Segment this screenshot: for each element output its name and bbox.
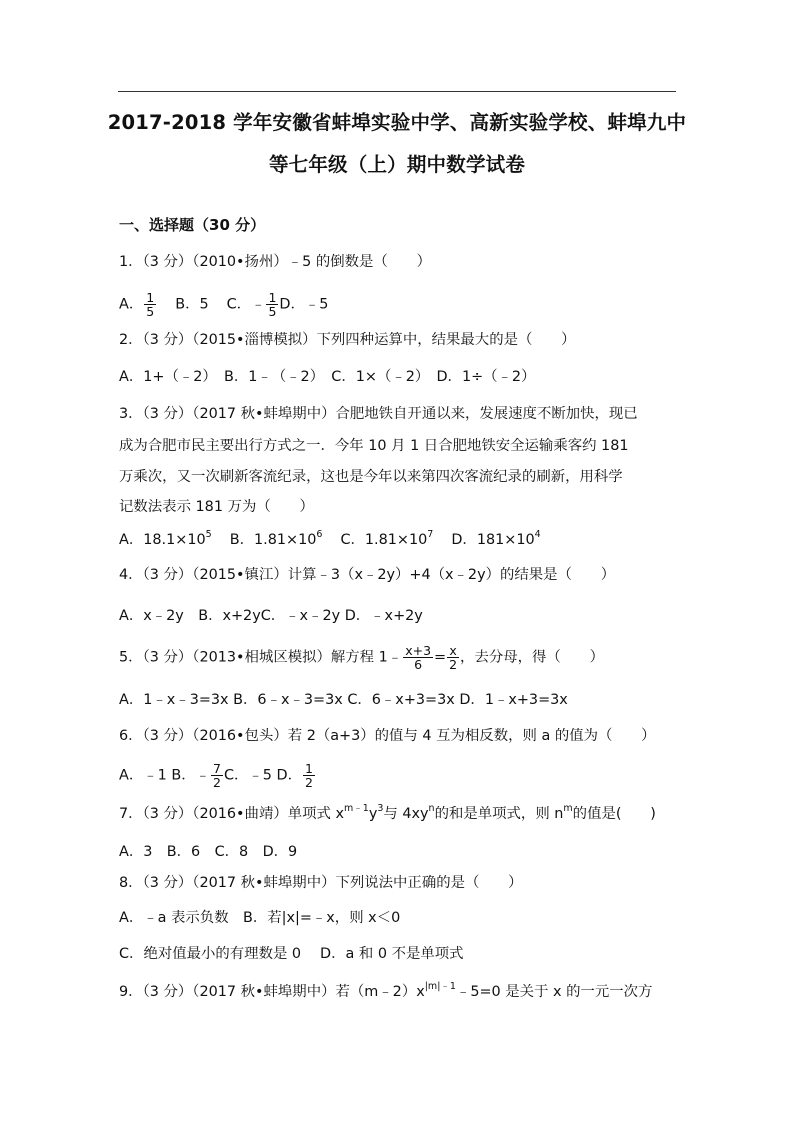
option-c-label: C．﹣ <box>226 296 266 313</box>
question-7-stem: 7．（3 分）（2016•曲靖）单项式 $x^{m﹣1}y^3$与 $4xy^n$的和是单项式，则 $n^m$的值是( ) <box>119 803 656 822</box>
question-2-stem: 2．（3 分）（2015•淄博模拟）下列四种运算中，结果最大的是（ ） <box>119 332 576 348</box>
section-heading: 一、选择题（30 分） <box>119 216 266 234</box>
question-9-stem: 9．（3 分）（2017 秋•蚌埠期中）若$(m﹣2)x^{|m|﹣1}﹣5=0$ 是关于 x 的一元一次方 <box>119 981 653 1000</box>
question-1-stem: 1．（3 分）（2010•扬州）﹣5 的倒数是（ ） <box>119 254 431 270</box>
fraction: $\frac{x+3}{6}$ <box>405 643 432 672</box>
fraction: $\frac{1}{5}$ <box>146 290 155 319</box>
option-b: B．5 <box>175 296 209 313</box>
fraction: $\frac{1}{5}$ <box>268 290 277 319</box>
question-3-line-2: 成为合肥市民主要出行方式之一．今年 10 月 1 日合肥地铁安全运输乘客约 181 <box>119 438 629 454</box>
question-6-options: A．﹣1 B．﹣ $\frac{7}{2}$ C．﹣5 D． $\frac{1}{2}$ <box>119 761 313 790</box>
page-title-line-1: 2017-2018 学年安徽省蚌埠实验中学、高新实验学校、蚌埠九中 <box>107 111 687 134</box>
question-5-options: A．1﹣x﹣3=3x B．6﹣x﹣3=3x C．6﹣x+3=3x D．1﹣x+3=3x <box>119 692 568 708</box>
option-a-label: A． <box>119 296 144 313</box>
question-8-options-ab: A．﹣a 表示负数 B．若|x|=﹣x，则 x＜0 <box>119 910 401 926</box>
question-8-stem: 8．（3 分）（2017 秋•蚌埠期中）下列说法中正确的是（ ） <box>119 875 523 891</box>
fraction: $\frac{x}{2}$ <box>449 643 458 672</box>
question-3-line-4: 记数法表示 181 万为（ ） <box>119 499 314 515</box>
fraction: $\frac{1}{2}$ <box>305 761 313 790</box>
header-rule <box>118 91 676 92</box>
question-3-line-1: 3．（3 分）（2017 秋•蚌埠期中）合肥地铁自开通以来，发展速度不断加快，现已 <box>119 406 638 422</box>
fraction: $\frac{7}{2}$ <box>213 761 221 790</box>
question-4-options: A．x﹣2y B．x+2yC．﹣x﹣2y D．﹣x+2y <box>119 608 423 624</box>
question-6-stem: 6．（3 分）（2016•包头）若 2（a+3）的值与 4 互为相反数，则 a 的值为（ ） <box>119 728 656 744</box>
question-3-options: A．$18.1\times 10^5$ B．$1.81\times 10^6$ C．$1.81\times 10^7$ D．$181\times 10^4$ <box>119 529 541 548</box>
question-8-options-cd: C．绝对值最小的有理数是 0 D．a 和 0 不是单项式 <box>119 946 464 962</box>
question-4-stem: 4．（3 分）（2015•镇江）计算﹣3（x﹣2y）+4（x﹣2y）的结果是（ ） <box>119 567 616 583</box>
question-7-options: A．3 B．6 C．8 D．9 <box>119 844 298 860</box>
page-title-line-2: 等七年级（上）期中数学试卷 <box>268 153 526 176</box>
question-2-options: A．1+（﹣2） B．1﹣（﹣2） C．1×（﹣2） D．1÷（﹣2） <box>119 369 536 385</box>
question-1-options <box>119 291 328 318</box>
question-5-stem: 5．（3 分）（2013•相城区模拟）解方程 1﹣ $\frac{x+3}{6}$ = $\frac{x}{2}$ ，去分母，得（ ） <box>119 643 604 672</box>
question-3-line-3: 万乘次，又一次刷新客流纪录，这也是今年以来第四次客流纪录的刷新，用科学 <box>119 469 623 485</box>
option-d: D．﹣5 <box>279 296 329 313</box>
